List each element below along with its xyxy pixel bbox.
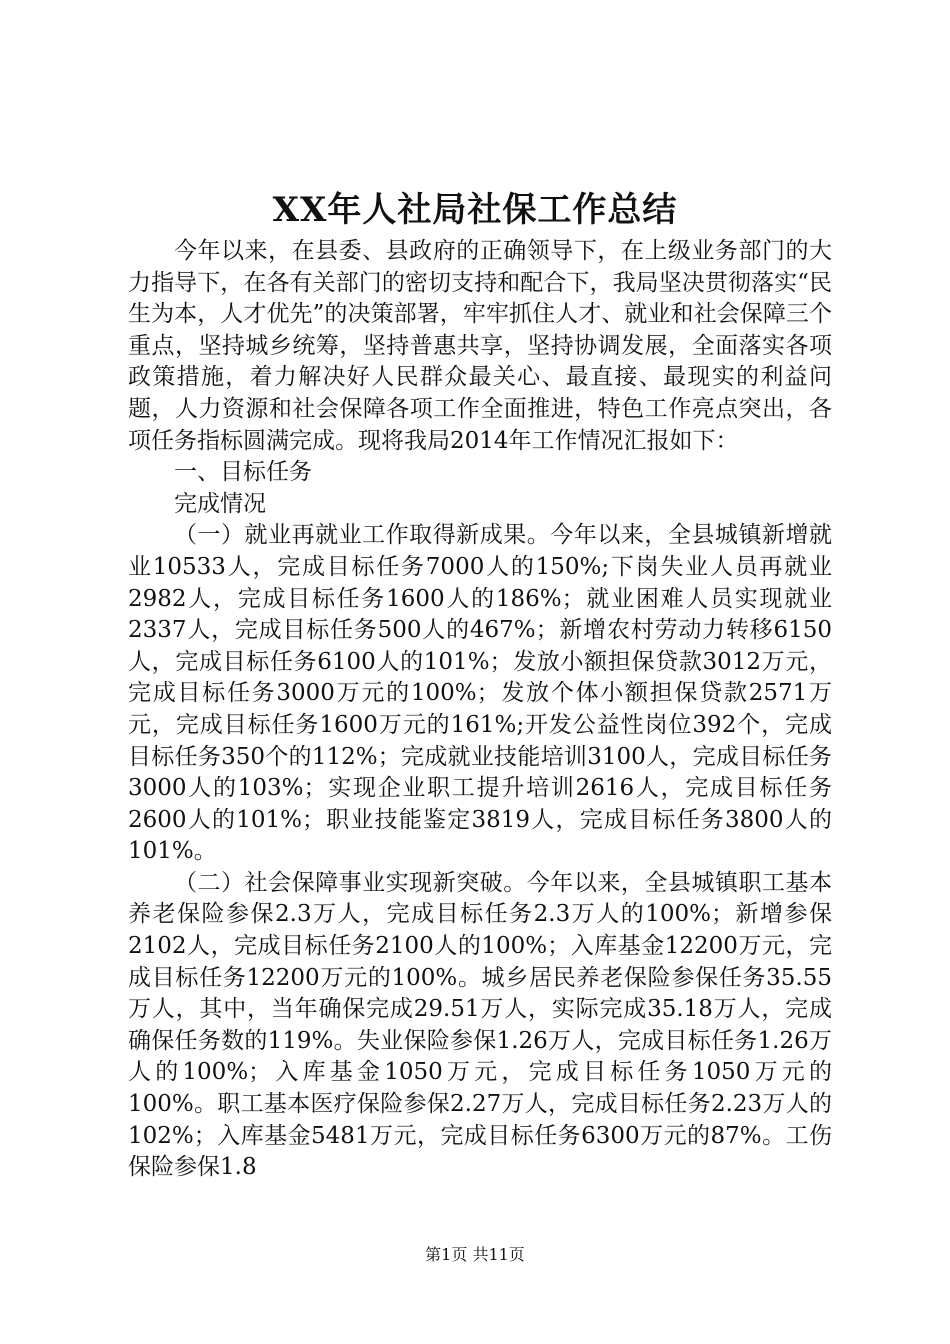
employment-paragraph: （一）就业再就业工作取得新成果。今年以来，全县城镇新增就业10533人，完成目标任务7000人的150%;下岗失业人员再就业2982人，完成目标任务1600人的186%；就业困难人员实现就业2337人，完成目标任务500人的467%；新增农村劳动力转移6150人，完成目标任务6100人的101%；发放小额担保贷款3012万元，完成目标任务3000万元的100%；发放个体小额担保贷款2571万元，完成目标任务1600万元的161%;开发公益性岗位392个，完成目标任务350个的112%；完成就业技能培训3100人，完成目标任务3000人的103%；实现企业职工提升培训2616人，完成目标任务2600人的101%；职业技能鉴定3819人，完成目标任务3800人的101%。 [128, 522, 832, 865]
section-subheading: 完成情况 [174, 490, 266, 517]
document-title: XX年人社局社保工作总结 [272, 190, 678, 230]
page-footer: 第1页 共11页 [425, 1245, 525, 1264]
social-security-paragraph: （二）社会保障事业实现新突破。今年以来，全县城镇职工基本养老保险参保2.3万人，完成目标任务2.3万人的100%；新增参保2102人，完成目标任务2100人的100%；入库基金12200万元，完成目标任务12200万元的100%。城乡居民养老保险参保任务35.55万人，其中，当年确保完成29.51万人，实际完成35.18万人，完成确保任务数的119%。失业保险参保1.26万人，完成目标任务1.26万人的100%；入库基金1050万元，完成目标任务1050万元的100%。职工基本医疗保险参保2.27万人，完成目标任务2.23万人的102%；入库基金5481万元，完成目标任务6300万元的87%。工伤保险参保1.8 [128, 869, 832, 1181]
section-heading: 一、目标任务 [174, 459, 312, 486]
intro-paragraph: 今年以来，在县委、县政府的正确领导下，在上级业务部门的大力指导下，在各有关部门的密切支持和配合下，我局坚决贯彻落实“民生为本，人才优先”的决策部署，牢牢抓住人才、就业和社会保障三个重点，坚持城乡统筹，坚持普惠共享，坚持协调发展，全面落实各项政策措施，着力解决好人民群众最关心、最直接、最现实的利益问题，人力资源和社会保障各项工作全面推进，特色工作亮点突出，各项任务指标圆满完成。现将我局2014年工作情况汇报如下： [128, 238, 832, 454]
document-body [128, 236, 832, 1184]
